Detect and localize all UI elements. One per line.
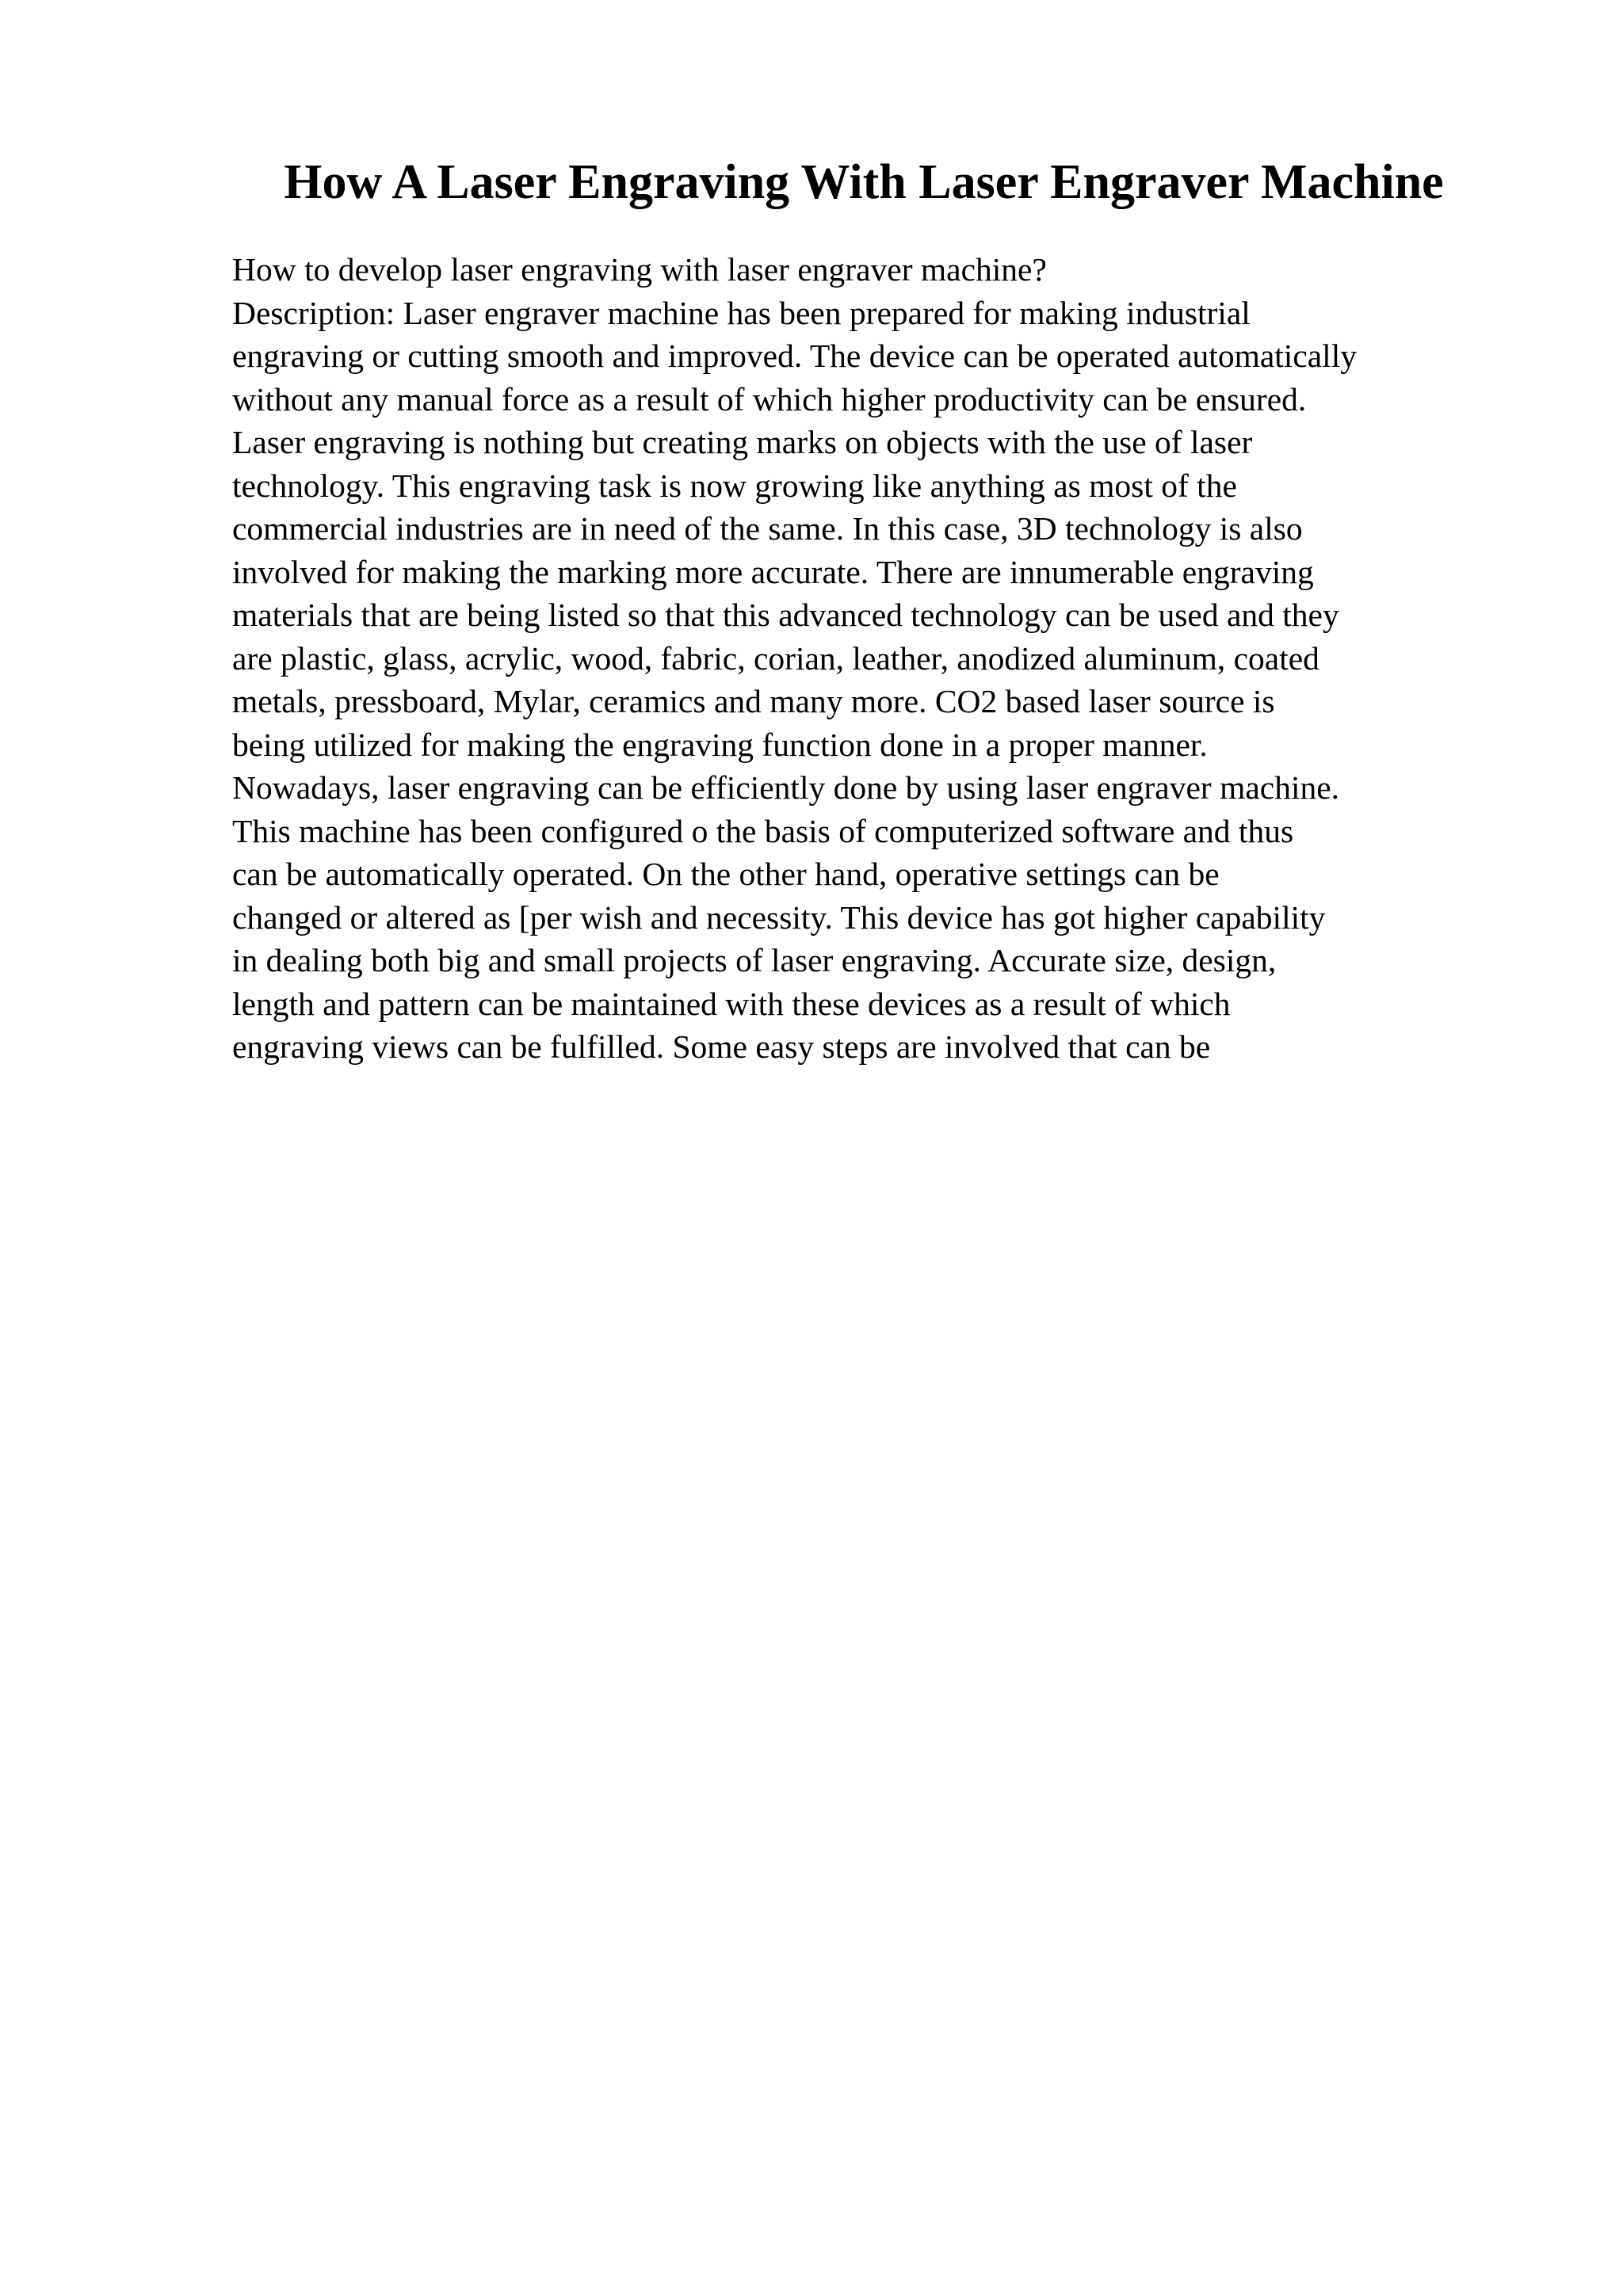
body-line-4: without any manual force as a result of which higher productivity can be ensured.	[232, 380, 1307, 418]
body-line-12: being utilized for making the engraving function done in a proper manner.	[232, 726, 1208, 763]
body-line-11: metals, pressboard, Mylar, ceramics and many more. CO2 based laser source is	[232, 683, 1275, 719]
body-line-2: Description: Laser engraver machine has been prepared for making industrial	[232, 294, 1251, 331]
body-line-17: in dealing both big and small projects of laser engraving. Accurate size, design,	[232, 942, 1277, 978]
body-line-9: materials that are being listed so that this advanced technology can be used and they	[232, 597, 1339, 633]
document-title: How A Laser Engraving With Laser Engraver Machine	[284, 155, 1444, 209]
body-line-10: are plastic, glass, acrylic, wood, fabric, corian, leather, anodized aluminum, coated	[232, 639, 1319, 677]
body-line-1: How to develop laser engraving with laser engraver machine?	[232, 251, 1047, 288]
body-line-13: Nowadays, laser engraving can be efficiently done by using laser engraver machine.	[232, 769, 1340, 806]
body-line-3: engraving or cutting smooth and improved. The device can be operated automatically	[232, 338, 1357, 374]
body-line-15: can be automatically operated. On the other hand, operative settings can be	[232, 856, 1220, 892]
body-line-16: changed or altered as [per wish and necessity. This device has got higher capability	[232, 898, 1326, 936]
document-body	[232, 248, 1595, 1069]
body-line-19: engraving views can be fulfilled. Some easy steps are involved that can be	[232, 1028, 1211, 1065]
body-line-8: involved for making the marking more accurate. There are innumerable engraving	[232, 553, 1314, 590]
body-line-6: technology. This engraving task is now growing like anything as most of the	[232, 467, 1237, 504]
body-line-14: This machine has been configured o the basis of computerized software and thus	[232, 812, 1294, 849]
body-line-18: length and pattern can be maintained with these devices as a result of which	[232, 985, 1231, 1022]
body-line-7: commercial industries are in need of the same. In this case, 3D technology is also	[232, 510, 1303, 547]
body-line-5: Laser engraving is nothing but creating marks on objects with the use of laser	[232, 424, 1253, 460]
